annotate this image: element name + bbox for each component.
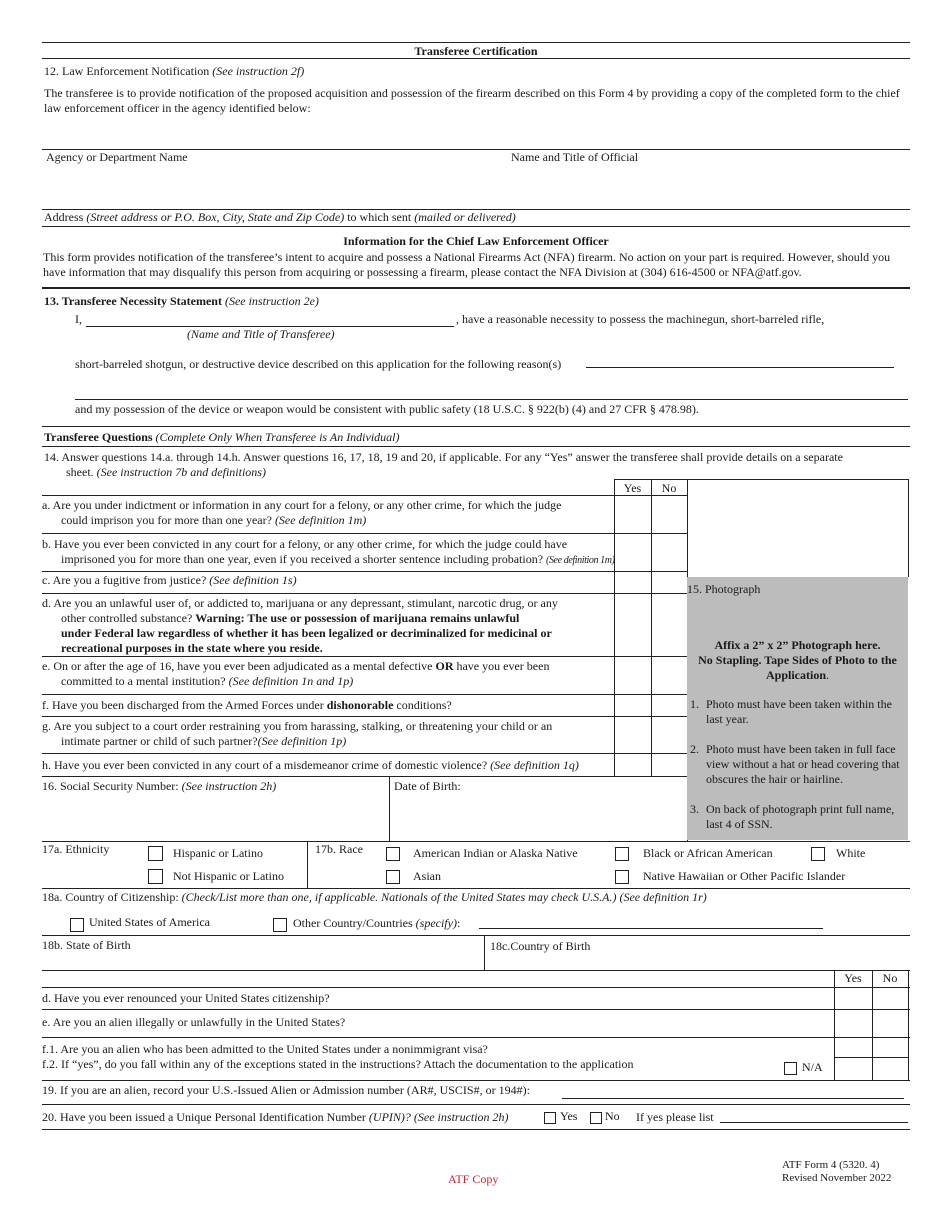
s12-heading: 12. Law Enforcement Notification (See instruction 2f): [44, 64, 305, 78]
s19-label: 19. If you are an alien, record your U.S.-Issued Alien or Admission number (AR#, USCIS#, or 194#):: [42, 1083, 530, 1097]
agency-label: Agency or Department Name: [46, 150, 188, 164]
q14e-no[interactable]: [652, 657, 686, 693]
aian-checkbox[interactable]: [386, 847, 400, 861]
photo-num-1: 1.: [690, 697, 699, 711]
photo-num-2: 2.: [690, 742, 699, 756]
cleo-body: This form provides notification of the transferee’s intent to acquire and possess a National Firearms Act (NFA) firearm. No action on your part is required. However, should you have information that may disqualify this person from acquiring or possessing a firearm, please contact the NFA Division at (304) 616-4500 or NFA@atf.gov.: [43, 250, 891, 279]
s18-no-header: No: [882, 971, 898, 985]
q18e-no[interactable]: [873, 1010, 907, 1036]
no-header: No: [661, 481, 677, 495]
not-hispanic-label: Not Hispanic or Latino: [173, 869, 284, 883]
atf-copy-label: ATF Copy: [448, 1172, 499, 1186]
yes-header: Yes: [623, 481, 642, 495]
reason-field-2[interactable]: [75, 399, 908, 400]
q14b-text: b. Have you ever been convicted in any court for a felony, or any other crime, for which the judge could have imprisoned you for more than one year, even if you received a shorter sentence including probation? (See definition 1m): [42, 537, 615, 566]
other-country-field[interactable]: [479, 928, 823, 929]
q14c-no[interactable]: [652, 572, 686, 592]
hispanic-label: Hispanic or Latino: [173, 846, 263, 860]
s13-heading: 13. Transferee Necessity Statement (See instruction 2e): [44, 294, 319, 308]
s13-line1: , have a reasonable necessity to possess the machinegun, short-barreled rifle,: [456, 312, 825, 326]
ssn-label: 16. Social Security Number: (See instruction 2h): [42, 779, 277, 793]
q18d-no[interactable]: [873, 988, 907, 1008]
s13-line2: short-barreled shotgun, or destructive device described on this application for the following reason(s): [75, 357, 562, 371]
asian-checkbox[interactable]: [386, 870, 400, 884]
cleo-heading: Information for the Chief Law Enforcement Officer: [343, 234, 609, 248]
q14c-yes[interactable]: [615, 572, 650, 592]
s13-i-label: I,: [75, 312, 82, 326]
section-title: Transferee Certification: [414, 44, 538, 58]
q14f-text: f. Have you been discharged from the Armed Forces under dishonorable conditions?: [42, 698, 452, 712]
other-country-label: Other Country/Countries (specify):: [293, 916, 461, 930]
q14a-no[interactable]: [652, 496, 686, 532]
black-label: Black or African American: [643, 846, 773, 860]
na-label: N/A: [802, 1060, 823, 1074]
country-of-birth-field[interactable]: [486, 953, 908, 969]
s13-line3: and my possession of the device or weapon would be consistent with public safety (18 U.S.C. § 922(b) (4) and 27 CFR § 478.98).: [75, 402, 699, 416]
photo-instr-2: Photo must have been taken in full face view without a hat or head covering that obscures the hair or hairline.: [706, 742, 900, 786]
nhpi-label: Native Hawaiian or Other Pacific Islander: [643, 869, 846, 883]
q18e-yes[interactable]: [835, 1010, 871, 1036]
q14d-text: d. Are you an unlawful user of, or addicted to, marijuana or any depressant, stimulant, narcotic drug, or any other controlled substance? Warning: The use or possession of marijuana remains unlawful under Federal law regardless of whether it has been legalized or decriminalized for medicinal or recreational purposes in the state where you reside.: [42, 596, 558, 655]
white-checkbox[interactable]: [811, 847, 825, 861]
q18e-text: e. Are you an alien illegally or unlawfully in the United States?: [42, 1015, 346, 1029]
not-hispanic-checkbox[interactable]: [148, 869, 163, 884]
reason-field[interactable]: [586, 367, 894, 368]
ethnicity-label: 17a. Ethnicity: [42, 842, 110, 856]
state-of-birth-label: 18b. State of Birth: [42, 938, 131, 952]
aian-label: American Indian or Alaska Native: [413, 846, 578, 860]
tq-intro-2: sheet. (See instruction 7b and definitions): [66, 465, 266, 479]
q14g-text: g. Are you subject to a court order restraining you from harassing, stalking, or threatening your child or an intimate partner or child of such partner?(See definition 1p): [42, 719, 553, 748]
race-label: 17b. Race: [315, 842, 363, 856]
upin-field[interactable]: [720, 1122, 908, 1123]
address-label: Address (Street address or P.O. Box, City, State and Zip Code) to which sent (mailed or delivered): [44, 210, 516, 224]
black-checkbox[interactable]: [615, 847, 629, 861]
q14d-yes[interactable]: [615, 594, 650, 655]
dob-label: Date of Birth:: [394, 779, 461, 793]
q14a-yes[interactable]: [615, 496, 650, 532]
q14b-yes[interactable]: [615, 534, 650, 570]
q18f1-yes[interactable]: [835, 1038, 871, 1056]
upin-no-checkbox[interactable]: [590, 1112, 602, 1124]
upin-no-label: No: [605, 1109, 620, 1123]
s20-label: 20. Have you been issued a Unique Personal Identification Number (UPIN)? (See instruction 2h): [42, 1110, 509, 1124]
ssn-field[interactable]: [42, 795, 387, 840]
photo-num-3: 3.: [690, 802, 699, 816]
other-country-checkbox[interactable]: [273, 918, 287, 932]
q14e-yes[interactable]: [615, 657, 650, 693]
q18d-text: d. Have you ever renounced your United States citizenship?: [42, 991, 330, 1005]
official-field[interactable]: [508, 130, 908, 148]
name-caption: (Name and Title of Transferee): [187, 327, 335, 341]
s12-body: The transferee is to provide notification of the proposed acquisition and possession of the firearm described on this Form 4 by providing a copy of the completed form to the chief law enforcement officer in the agency identified below:: [44, 86, 900, 115]
upin-yes-label: Yes: [560, 1109, 578, 1123]
q14h-no[interactable]: [652, 754, 686, 775]
q14b-no[interactable]: [652, 534, 686, 570]
q14d-no[interactable]: [652, 594, 686, 655]
q14e-text: e. On or after the age of 16, have you ever been adjudicated as a mental defective OR have you ever been committed to a mental institution? (See definition 1n and 1p): [42, 659, 550, 688]
hispanic-checkbox[interactable]: [148, 846, 163, 861]
official-label: Name and Title of Official: [511, 150, 639, 164]
na-checkbox[interactable]: [784, 1062, 797, 1075]
agency-field[interactable]: [42, 130, 502, 148]
usa-label: United States of America: [89, 915, 210, 929]
photo-instr-1: Photo must have been taken within the last year.: [706, 697, 892, 726]
country-of-birth-label: 18c.Country of Birth: [490, 939, 591, 953]
q14a-text: a. Are you under indictment or information in any court for a felony, or any other crime, for which the judge could imprison you for more than one year? (See definition 1m): [42, 498, 562, 527]
photo-instr-3: On back of photograph print full name, last 4 of SSN.: [706, 802, 895, 831]
q14g-yes[interactable]: [615, 717, 650, 752]
upin-yes-checkbox[interactable]: [544, 1112, 556, 1124]
nhpi-checkbox[interactable]: [615, 870, 629, 884]
photo-label: 15. Photograph: [687, 582, 761, 596]
form-revision: Revised November 2022: [782, 1172, 892, 1184]
form-number: ATF Form 4 (5320. 4): [782, 1159, 880, 1171]
state-of-birth-field[interactable]: [42, 953, 482, 969]
s18a-label: 18a. Country of Citizenship: (Check/List more than one, if applicable. Nationals of the United States may check U.S.A.) (See definition 1r): [42, 890, 707, 904]
tq-intro-1: 14. Answer questions 14.a. through 14.h. Answer questions 16, 17, 18, 19 and 20, if applicable. For any “Yes” answer the transferee shall provide details on a separate: [44, 450, 843, 464]
q14c-text: c. Are you a fugitive from justice? (See definition 1s): [42, 573, 297, 587]
upin-list-label: If yes please list: [636, 1110, 714, 1124]
q14f-yes[interactable]: [615, 695, 650, 715]
photo-affix: Affix a 2” x 2” Photograph here. No Stapling. Tape Sides of Photo to the Application.: [698, 638, 897, 682]
q14h-yes[interactable]: [615, 754, 650, 775]
white-label: White: [836, 846, 866, 860]
dob-field[interactable]: [391, 795, 685, 840]
tq-heading: Transferee Questions (Complete Only When Transferee is An Individual): [44, 430, 400, 444]
q18f1-text: f.1. Are you an alien who has been admitted to the United States under a nonimmigrant visa?: [42, 1042, 488, 1056]
q18f2-no[interactable]: [873, 1058, 907, 1079]
q18d-yes[interactable]: [835, 988, 871, 1008]
q18f2-text: f.2. If “yes”, do you fall within any of the exceptions stated in the instructions? Attach the documentation to the application: [42, 1057, 634, 1071]
s18-yes-header: Yes: [844, 971, 862, 985]
address-field[interactable]: [42, 188, 908, 208]
q14h-text: h. Have you ever been convicted in any court of a misdemeanor crime of domestic violence? (See definition 1q): [42, 758, 579, 772]
q14f-no[interactable]: [652, 695, 686, 715]
alien-number-field[interactable]: [562, 1098, 904, 1099]
usa-checkbox[interactable]: [70, 918, 84, 932]
q18f1-no[interactable]: [873, 1038, 907, 1056]
q18f2-yes[interactable]: [835, 1058, 871, 1079]
asian-label: Asian: [413, 869, 441, 883]
q14g-no[interactable]: [652, 717, 686, 752]
